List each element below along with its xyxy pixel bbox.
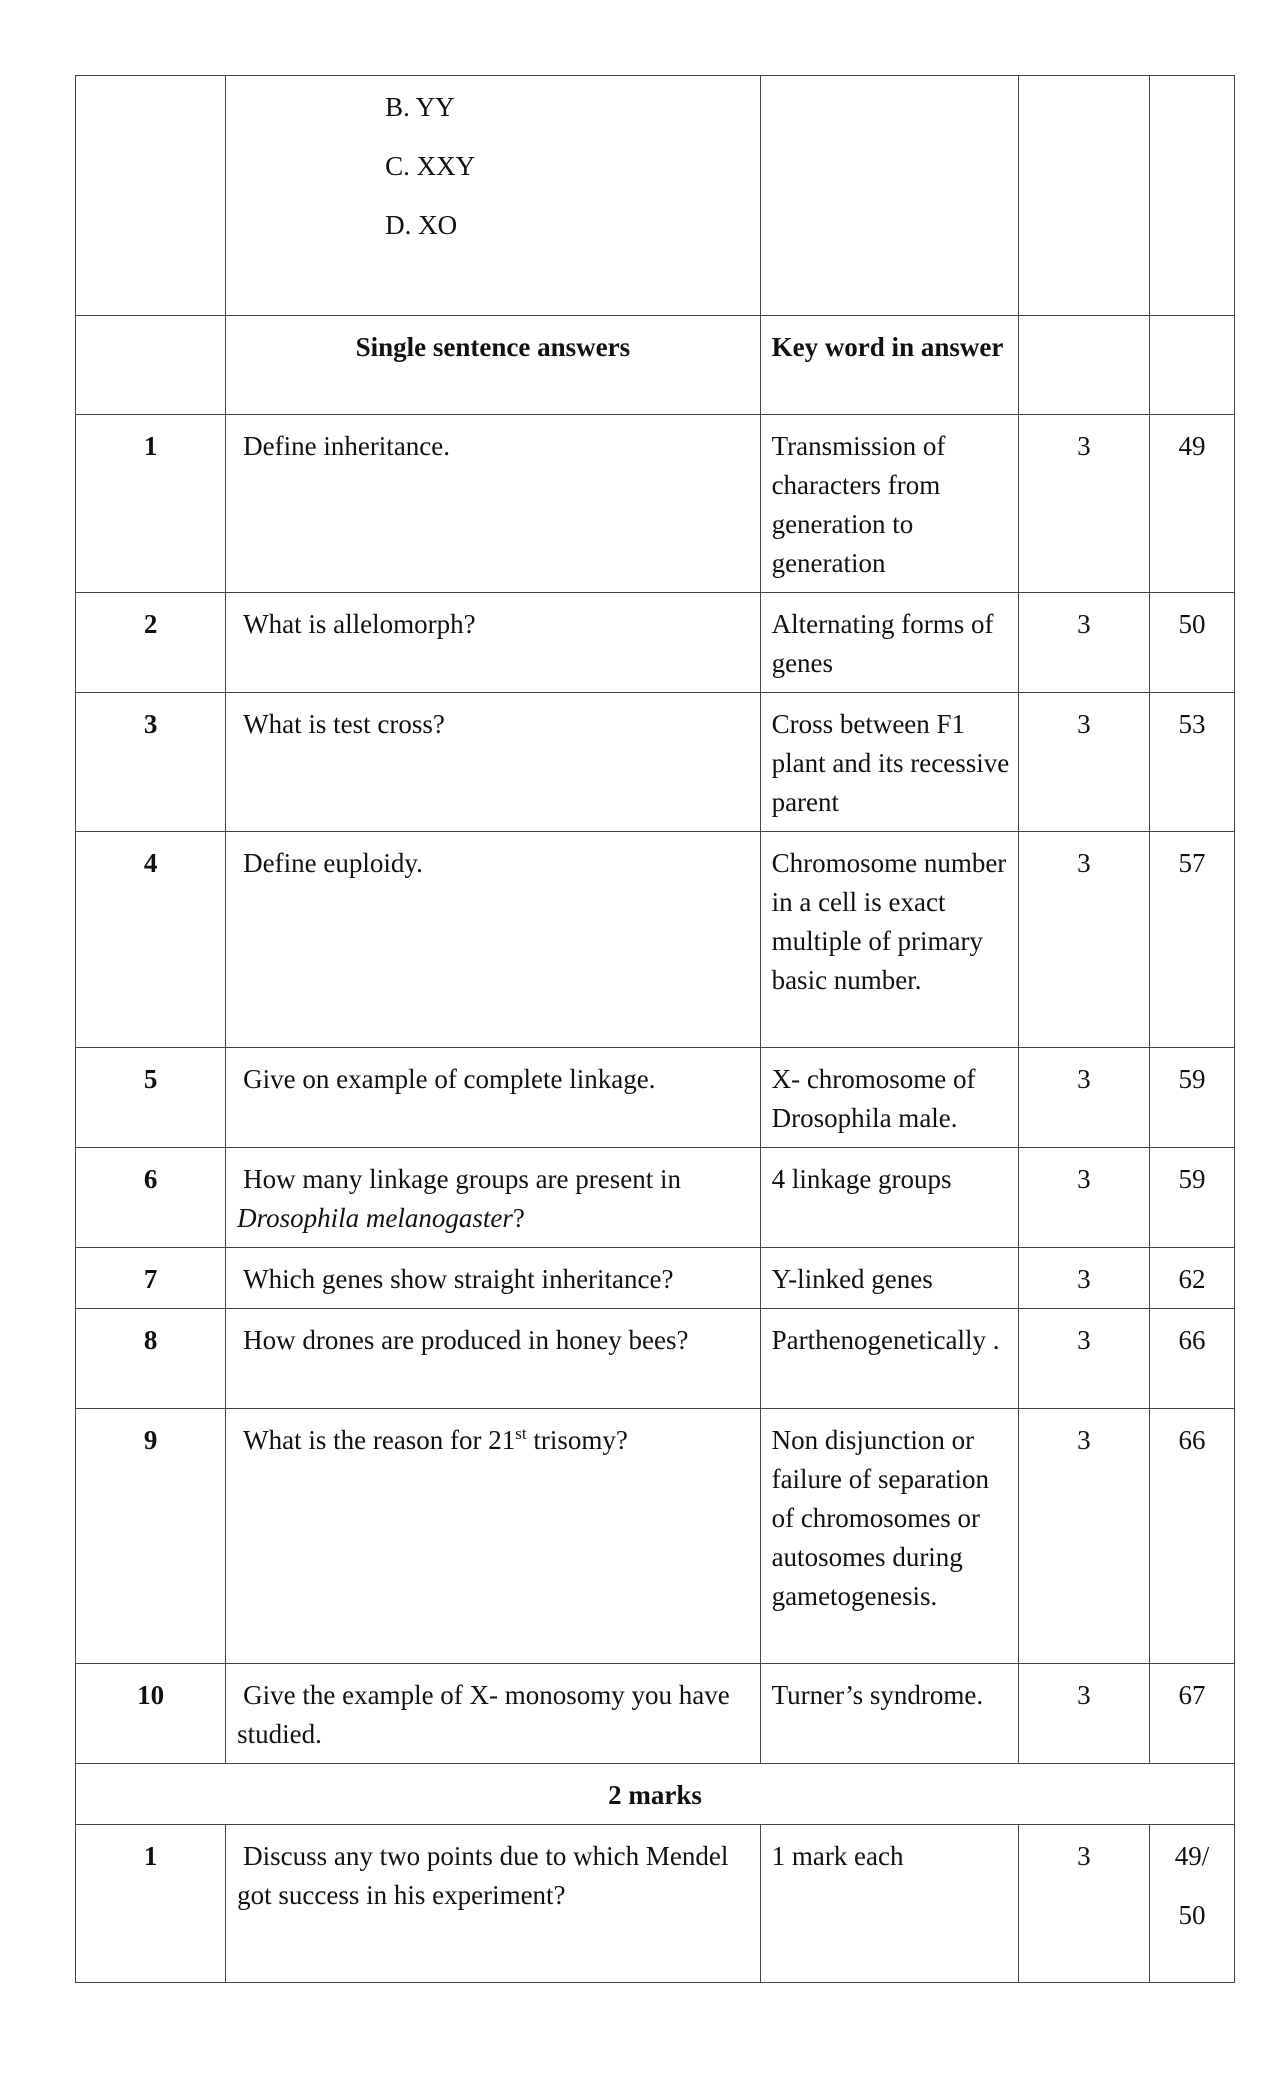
keyword-text: Turner’s syndrome. [760,1664,1018,1764]
question-text: Give the example of X- monosomy you have studied. [237,1680,730,1749]
page-value: 66 [1149,1309,1234,1409]
keyword-text: Parthenogenetically . [760,1309,1018,1409]
question-text: Define euploidy. [243,848,423,878]
page-value: 66 [1149,1409,1234,1664]
header-keyword: Key word in answer [760,316,1018,415]
page-value: 59 [1149,1148,1234,1248]
question-text: How many linkage groups are present in Drosophila melanogaster? [226,1148,760,1248]
keyword-text: Alternating forms of genes [760,593,1018,693]
table-row [76,415,1235,593]
mark-value: 3 [1018,1148,1149,1248]
page-value [1149,1825,1234,1983]
table-row [76,1409,1235,1664]
keyword-text: X- chromosome of Drosophila male. [760,1048,1018,1148]
mark-cell [1018,316,1149,415]
ordinal-suffix: st [515,1424,527,1443]
page-value: 67 [1149,1664,1234,1764]
question-number: 2 [76,593,226,693]
number-cell [76,316,226,415]
page-value: 57 [1149,832,1234,1048]
options-row [76,76,1235,316]
question-number: 6 [76,1148,226,1248]
question-text: What is test cross? [243,709,445,739]
table-row [76,1825,1235,1983]
table-row [76,1148,1235,1248]
mark-value: 3 [1018,1248,1149,1309]
question-number: 5 [76,1048,226,1148]
mark-value: 3 [1018,1664,1149,1764]
keyword-text: 1 mark each [760,1825,1018,1983]
keyword-text: Cross between F1 plant and its recessive parent [760,693,1018,832]
keyword-text: 4 linkage groups [760,1148,1018,1248]
question-number: 1 [76,1825,226,1983]
table-row [76,1664,1235,1764]
page-value-part: 50 [1178,1900,1206,1930]
mark-value: 3 [1018,693,1149,832]
header-question: Single sentence answers [226,316,760,415]
page-value: 49 [1149,415,1234,593]
option-c: C. XXY [385,151,476,181]
mark-value: 3 [1018,593,1149,693]
mark-cell [1018,76,1149,316]
question-number: 9 [76,1409,226,1664]
question-number: 4 [76,832,226,1048]
page-value: 62 [1149,1248,1234,1309]
mark-value: 3 [1018,1309,1149,1409]
table-row [76,1048,1235,1148]
page-cell [1149,316,1234,415]
species-name: Drosophila melanogaster [237,1203,513,1233]
mark-value: 3 [1018,1409,1149,1664]
question-number: 7 [76,1248,226,1309]
question-text: Define inheritance. [243,431,451,461]
mark-value: 3 [1018,415,1149,593]
table-row [76,832,1235,1048]
question-table [75,75,1235,1983]
page-cell [1149,76,1234,316]
keyword-text: Y-linked genes [760,1248,1018,1309]
keyword-text: Chromosome number in a cell is exact multiple of primary basic number. [760,832,1018,1048]
page-value: 50 [1149,593,1234,693]
page-value: 59 [1149,1048,1234,1148]
section-title: 2 marks [76,1764,1235,1825]
question-text: Which genes show straight inheritance? [243,1264,674,1294]
header-row [76,316,1235,415]
option-b: B. YY [385,92,455,122]
page-value: 53 [1149,693,1234,832]
table-row [76,1248,1235,1309]
mark-value: 3 [1018,1048,1149,1148]
question-number: 1 [76,415,226,593]
options-cell [226,76,760,316]
question-text: Give on example of complete linkage. [243,1064,656,1094]
question-text: How drones are produced in honey bees? [243,1325,689,1355]
mark-value: 3 [1018,1825,1149,1983]
mark-value: 3 [1018,832,1149,1048]
page-value-part: 49/ [1174,1841,1210,1871]
question-text: What is allelomorph? [243,609,476,639]
table-row [76,593,1235,693]
option-d: D. XO [385,210,458,240]
question-number: 10 [76,1664,226,1764]
number-cell [76,76,226,316]
table-row [76,1309,1235,1409]
section-row [76,1764,1235,1825]
question-text: What is the reason for 21st trisomy? [226,1409,760,1664]
keyword-text: Transmission of characters from generation to generation [760,415,1018,593]
question-text: Discuss any two points due to which Mendel got success in his experiment? [237,1841,729,1910]
question-number: 3 [76,693,226,832]
table-row [76,693,1235,832]
keyword-cell [760,76,1018,316]
question-number: 8 [76,1309,226,1409]
keyword-text: Non disjunction or failure of separation of chromosomes or autosomes during gametogenesis. [760,1409,1018,1664]
